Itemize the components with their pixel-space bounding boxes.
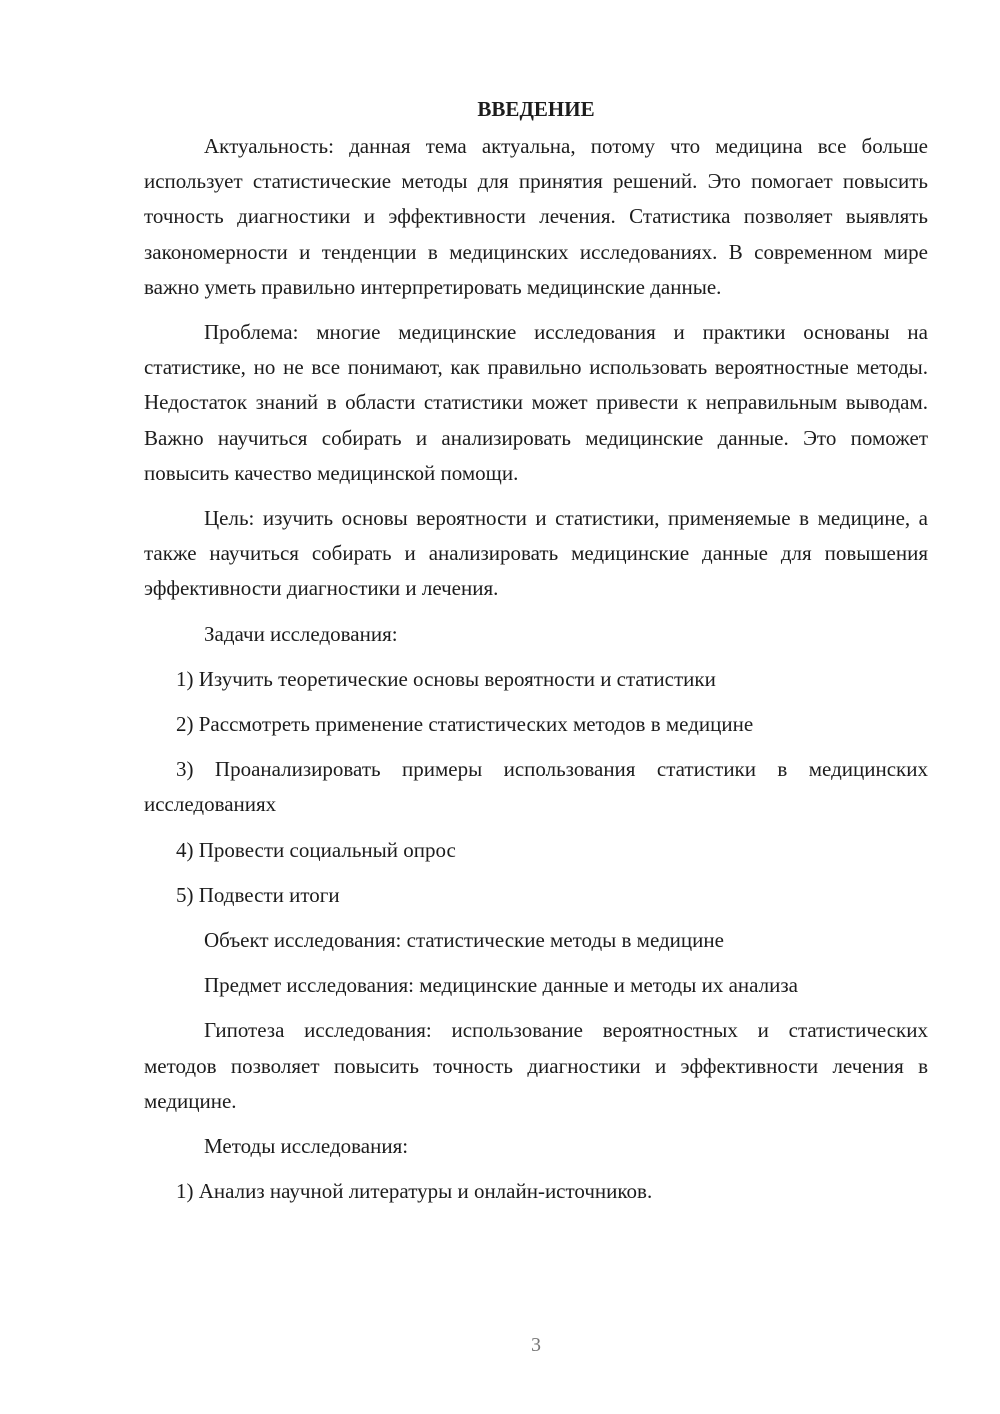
- methods-title: Методы исследования:: [204, 1134, 409, 1159]
- subject-paragraph: Предмет исследования: медицинские данные и методы их анализа: [204, 973, 798, 998]
- task-item-5: 5) Подвести итоги: [176, 882, 340, 907]
- page-number: 3: [531, 1334, 541, 1356]
- problem-paragraph: Проблема: многие медицинские исследования и практики основаны на статистике, но не все понимают, как правильно использовать вероятностные методы. Недостаток знаний в области статистики может привести к неправильным выводам. Важно научиться собирать и анализировать медицинские данные. Это поможет повысить качество медицинской помощи.: [144, 320, 928, 485]
- task-item-4: 4) Провести социальный опрос: [176, 837, 456, 862]
- task-item-3: 3) Проанализировать примеры использования статистики в медицинских исследованиях: [144, 757, 928, 817]
- section-heading: ВВЕДЕНИЕ: [477, 97, 595, 121]
- object-paragraph: Объект исследования: статистические методы в медицине: [204, 928, 724, 953]
- relevance-paragraph: Актуальность: данная тема актуальна, потому что медицина все больше использует статистические методы для принятия решений. Это помогает повысить точность диагностики и эффективности лечения. Статистика позволяет выявлять закономерности и тенденции в медицинских исследованиях. В современном мире важно уметь правильно интерпретировать медицинские данные.: [144, 134, 928, 299]
- goal-paragraph: Цель: изучить основы вероятности и статистики, применяемые в медицине, а также научиться собирать и анализировать медицинские данные для повышения эффективности диагностики и лечения.: [144, 506, 928, 601]
- hypothesis-paragraph: Гипотеза исследования: использование вероятностных и статистических методов позволяет повысить точность диагностики и эффективности лечения в медицине.: [144, 1018, 928, 1113]
- document-page: [144, 92, 928, 1209]
- method-item-1: 1) Анализ научной литературы и онлайн-источников.: [176, 1179, 653, 1204]
- task-item-1: 1) Изучить теоретические основы вероятности и статистики: [176, 666, 716, 691]
- tasks-title: Задачи исследования:: [204, 621, 398, 646]
- task-item-2: 2) Рассмотреть применение статистических методов в медицине: [176, 712, 754, 737]
